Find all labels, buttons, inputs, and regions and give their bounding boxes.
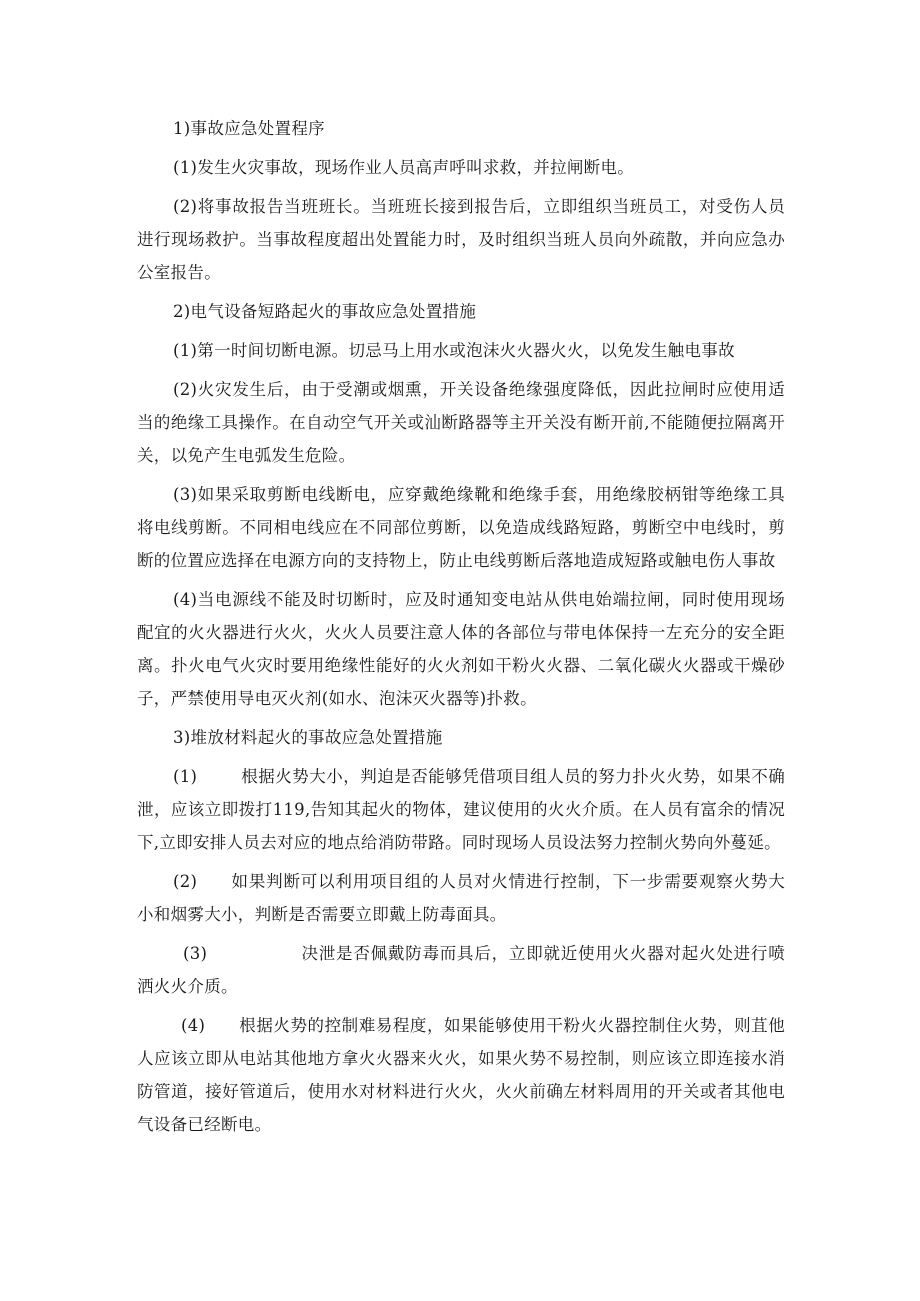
section-1-paragraph-2: (2)将事故报告当班班长。当班班长接到报告后，立即组织当班员工，对受伤人员进行现场救护。当事故程度超出处置能力时，及时组织当班人员向外疏散，并向应急办公室报告。 xyxy=(137,197,785,282)
item-text: 决泄是否佩戴防毒而具后，立即就近使用火火器对起火处进行喷洒火火介质。 xyxy=(137,944,785,996)
section-3-item-4 xyxy=(137,1009,785,1141)
section-2-paragraph-2: (2)火灾发生后，由于受潮或烟熏，开关设备绝缘强度降低，因此拉闸时应使用适当的绝缘工具操作。在自动空气开关或汕断路器等主开关没有断开前,不能随便拉隔离开关，以免产生电弧发生危险。 xyxy=(137,380,785,465)
document-body xyxy=(137,112,785,1147)
item-number: (3) xyxy=(183,944,208,963)
section-3-item-3 xyxy=(137,937,785,1003)
section-2-paragraph-4: (4)当电源线不能及时切断时，应及时通知变电站从供电始端拉闸，同时使用现场配宜的火火器进行火火，火火人员要注意人体的各部位与带电体保持一左充分的安全距离。扑火电气火灾时要用绝缘性能好的火火剂如干粉火火器、二氧化碳火火器或干燥砂子，严禁使用导电灭火剂(如水、泡沫灭火器等)扑救。 xyxy=(137,590,785,708)
section-2-paragraph-1: (1)第一时间切断电源。切忌马上用水或泡沫火火器火火，以免发生触电事故 xyxy=(173,341,735,360)
item-number: (1) xyxy=(173,767,198,786)
section-3-item-2 xyxy=(137,865,785,931)
section-2-heading: 2)电气设备短路起火的事故应急处置措施 xyxy=(173,302,477,321)
item-text: 根据火势的控制难易程度，如果能够使用干粉火火器控制住火势，则苴他人应该立即从电站其他地方拿火火器来火火，如果火势不易控制，则应该立即连接水消防管道，接好管道后，使用水对材料进行火火，火火前确左材料周用的开关或者其他电气设备已经断电。 xyxy=(137,1016,785,1134)
item-text: 根据火势大小，判迫是否能够凭借项目组人员的努力扑火火势，如果不确泄，应该立即拨打119,告知其起火的物体，建议使用的火火介质。在人员有富余的情况下,立即安排人员去对应的地点给消防带路。同时现场人员设法努力控制火势向外蔓延。 xyxy=(137,767,785,852)
section-2-paragraph-3: (3)如果采取剪断电线断电，应穿戴绝缘靴和绝缘手套，用绝缘胶柄钳等绝缘工具将电线剪断。不同相电线应在不同部位剪断，以免造成线路短路，剪断空中电线时，剪断的位置应选择在电源方向的支持物上，防止电线剪断后落地造成短路或触电伤人事故 xyxy=(137,485,785,570)
item-number: (4) xyxy=(181,1016,206,1035)
item-text: 如果判断可以利用项目组的人员对火情进行控制，下一步需要观察火势大小和烟雾大小，判断是否需要立即戴上防毒面具。 xyxy=(137,872,785,924)
item-number: (2) xyxy=(173,872,198,891)
section-3-item-1 xyxy=(137,760,785,859)
section-1-heading: 1)事故应急处置程序 xyxy=(173,119,325,138)
section-1-paragraph-1: (1)发生火灾事故，现场作业人员高声呼叫求救，并拉闸断电。 xyxy=(173,158,635,177)
section-3-heading: 3)堆放材料起火的事故应急处置措施 xyxy=(173,728,443,747)
